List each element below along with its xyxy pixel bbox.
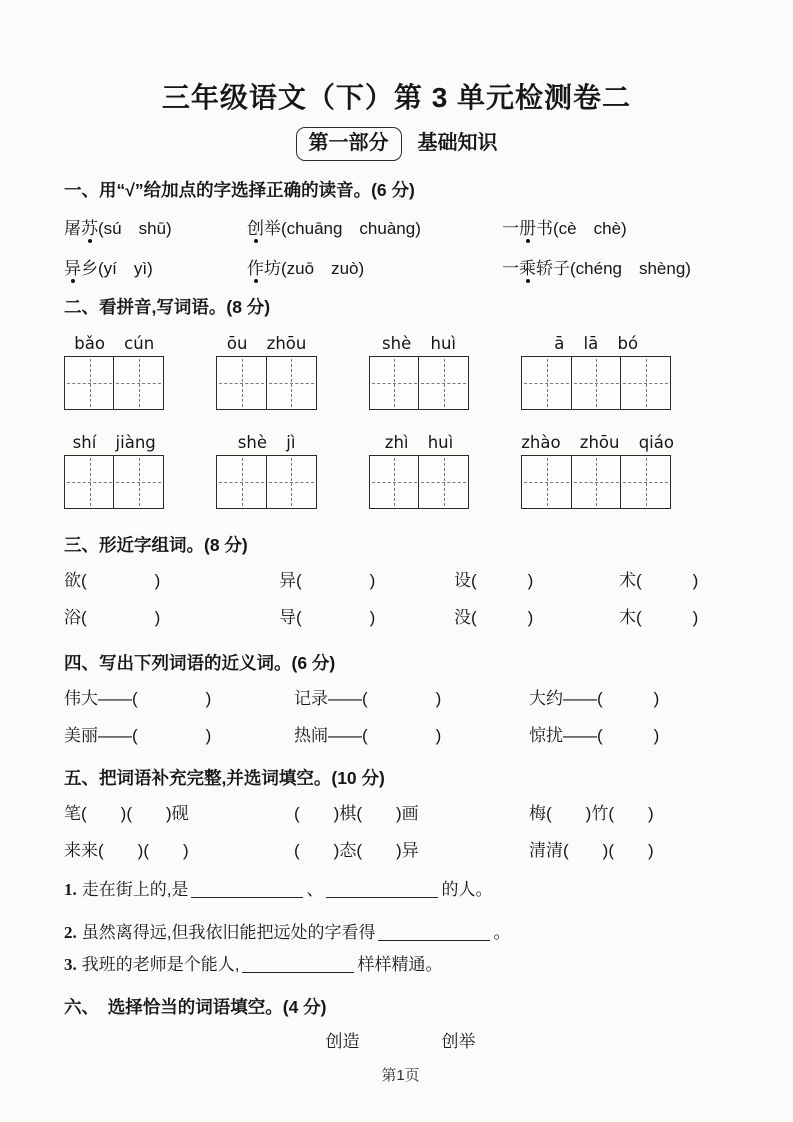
writing-cell[interactable] <box>521 356 572 410</box>
writing-cell[interactable] <box>418 356 469 410</box>
writing-cell[interactable] <box>571 356 622 410</box>
sentence-text: 我班的老师是个能人, <box>81 955 240 974</box>
item-number: 1. <box>64 880 77 899</box>
idiom-completion-item: 清清( )( ) <box>529 841 654 860</box>
item-text: 乡(yí yì) <box>81 259 153 278</box>
word-bank-option: 创造 <box>325 1032 360 1051</box>
writing-cell[interactable] <box>369 455 420 509</box>
pinyin-label: ā lā bó <box>554 334 639 353</box>
writing-grid <box>64 356 164 410</box>
writing-grid <box>64 455 164 509</box>
word-block <box>64 332 164 410</box>
dotted-character: 册 <box>519 219 536 238</box>
answer-blank[interactable] <box>191 883 303 898</box>
fill-in-sentence-1 <box>64 876 737 904</box>
item-text: 屠 <box>64 219 81 238</box>
pinyin-label: bǎo cún <box>74 334 155 353</box>
pronunciation-item <box>64 255 247 283</box>
pinyin-label: zhào zhōu qiáo <box>521 433 674 452</box>
section-5-row-1 <box>64 800 737 828</box>
answer-blank[interactable] <box>326 883 438 898</box>
synonym-item: 惊扰——( ) <box>529 726 660 745</box>
section-4-row-1 <box>64 685 737 713</box>
sentence-text: 的人。 <box>441 880 493 899</box>
writing-grid <box>216 455 316 509</box>
writing-grid <box>521 356 671 410</box>
writing-cell[interactable] <box>216 455 267 509</box>
writing-cell[interactable] <box>369 356 420 410</box>
word-block <box>369 332 469 410</box>
writing-cell[interactable] <box>620 356 671 410</box>
answer-blank[interactable] <box>378 926 490 941</box>
section-6-heading: 六、 选择恰当的词语填空。(4 分) <box>64 997 327 1017</box>
section-1-row-2 <box>64 255 737 283</box>
synonym-item: 热闹——( ) <box>294 726 442 745</box>
section-4-row-2 <box>64 722 737 750</box>
writing-cell[interactable] <box>571 455 622 509</box>
pinyin-label: shè jì <box>237 433 296 452</box>
section-1-row-1 <box>64 215 737 243</box>
item-text: (sú shū) <box>98 219 172 238</box>
writing-grid <box>521 455 674 509</box>
writing-cell[interactable] <box>266 356 317 410</box>
section-5-heading: 五、把词语补充完整,并选词填空。(10 分) <box>64 768 385 788</box>
writing-cell[interactable] <box>521 455 572 509</box>
word-block <box>216 332 316 410</box>
item-text: 坊(zuō zuò) <box>264 259 365 278</box>
pronunciation-item <box>247 215 502 243</box>
fill-in-sentence-3 <box>64 951 737 979</box>
dotted-character: 乘 <box>519 259 536 278</box>
pinyin-grid-row-1 <box>64 332 737 410</box>
sentence-text: 、 <box>306 880 324 899</box>
dotted-character: 作 <box>247 259 264 278</box>
sentence-text: 样样精通。 <box>357 955 443 974</box>
synonym-item: 记录——( ) <box>294 689 442 708</box>
pinyin-label: shí jiàng <box>72 433 156 452</box>
dotted-character: 异 <box>64 259 81 278</box>
pronunciation-item <box>502 215 627 243</box>
writing-cell[interactable] <box>113 356 164 410</box>
word-block <box>216 431 316 509</box>
writing-grid <box>369 455 469 509</box>
dotted-character: 创 <box>247 219 264 238</box>
item-text: 一 <box>502 219 519 238</box>
idiom-completion-item: 梅( )竹( ) <box>529 804 654 823</box>
word-formation-item: 木( ) <box>619 608 699 627</box>
item-text: 书(cè chè) <box>536 219 627 238</box>
dotted-character: 苏 <box>81 219 98 238</box>
pinyin-grid-row-2 <box>64 431 737 509</box>
word-formation-item: 浴( ) <box>64 608 161 627</box>
idiom-completion-item: 来来( )( ) <box>64 841 189 860</box>
writing-cell[interactable] <box>64 455 115 509</box>
idiom-completion-item: 笔( )( )砚 <box>64 804 189 823</box>
section-2-heading: 二、看拼音,写词语。(8 分) <box>64 297 271 317</box>
pronunciation-item <box>247 255 502 283</box>
writing-cell[interactable] <box>620 455 671 509</box>
section-1-heading: 一、用“√”给加点的字选择正确的读音。(6 分) <box>64 180 415 200</box>
writing-cell[interactable] <box>113 455 164 509</box>
fill-in-sentence-2 <box>64 919 737 947</box>
word-bank-option: 创举 <box>441 1032 476 1051</box>
idiom-completion-item: ( )棋( )画 <box>294 804 419 823</box>
word-block <box>521 431 674 509</box>
word-bank <box>64 1028 737 1056</box>
writing-grid <box>369 356 469 410</box>
word-block <box>521 332 671 410</box>
pinyin-label: zhì huì <box>384 433 454 452</box>
section-3-row-2 <box>64 604 737 632</box>
sentence-text: 虽然离得远,但我依旧能把远处的字看得 <box>81 923 376 942</box>
synonym-item: 大约——( ) <box>529 689 660 708</box>
page-number: 第1页 <box>381 1067 420 1084</box>
item-text: 一 <box>502 259 519 278</box>
writing-cell[interactable] <box>418 455 469 509</box>
part-title: 基础知识 <box>417 132 498 154</box>
writing-cell[interactable] <box>216 356 267 410</box>
sentence-text: 走在街上的,是 <box>81 880 189 899</box>
synonym-item: 美丽——( ) <box>64 726 212 745</box>
word-formation-item: 欲( ) <box>64 571 161 590</box>
item-text: 举(chuāng chuàng) <box>264 219 421 238</box>
pronunciation-item <box>64 215 247 243</box>
word-formation-item: 导( ) <box>279 608 376 627</box>
word-formation-item: 异( ) <box>279 571 376 590</box>
idiom-completion-item: ( )态( )异 <box>294 841 419 860</box>
pronunciation-item <box>502 255 691 283</box>
section-4-heading: 四、写出下列词语的近义词。(6 分) <box>64 653 336 673</box>
word-formation-item: 设( ) <box>454 571 534 590</box>
writing-grid <box>216 356 316 410</box>
word-formation-item: 术( ) <box>619 571 699 590</box>
writing-cell[interactable] <box>266 455 317 509</box>
writing-cell[interactable] <box>64 356 115 410</box>
item-number: 2. <box>64 923 77 942</box>
item-number: 3. <box>64 955 77 974</box>
section-5-row-2 <box>64 837 737 865</box>
answer-blank[interactable] <box>242 958 354 973</box>
pinyin-label: ōu zhōu <box>226 334 307 353</box>
word-block <box>64 431 164 509</box>
part-header <box>0 127 793 161</box>
pinyin-label: shè huì <box>382 334 456 353</box>
section-3-row-1 <box>64 567 737 595</box>
synonym-item: 伟大——( ) <box>64 689 212 708</box>
sentence-text: 。 <box>493 923 511 942</box>
word-formation-item: 没( ) <box>454 608 534 627</box>
page-title: 三年级语文（下）第 3 单元检测卷二 <box>161 82 632 113</box>
word-block <box>369 431 469 509</box>
section-3-heading: 三、形近字组词。(8 分) <box>64 535 248 555</box>
part-label-badge: 第一部分 <box>296 127 402 161</box>
item-text: 轿子(chéng shèng) <box>536 259 691 278</box>
